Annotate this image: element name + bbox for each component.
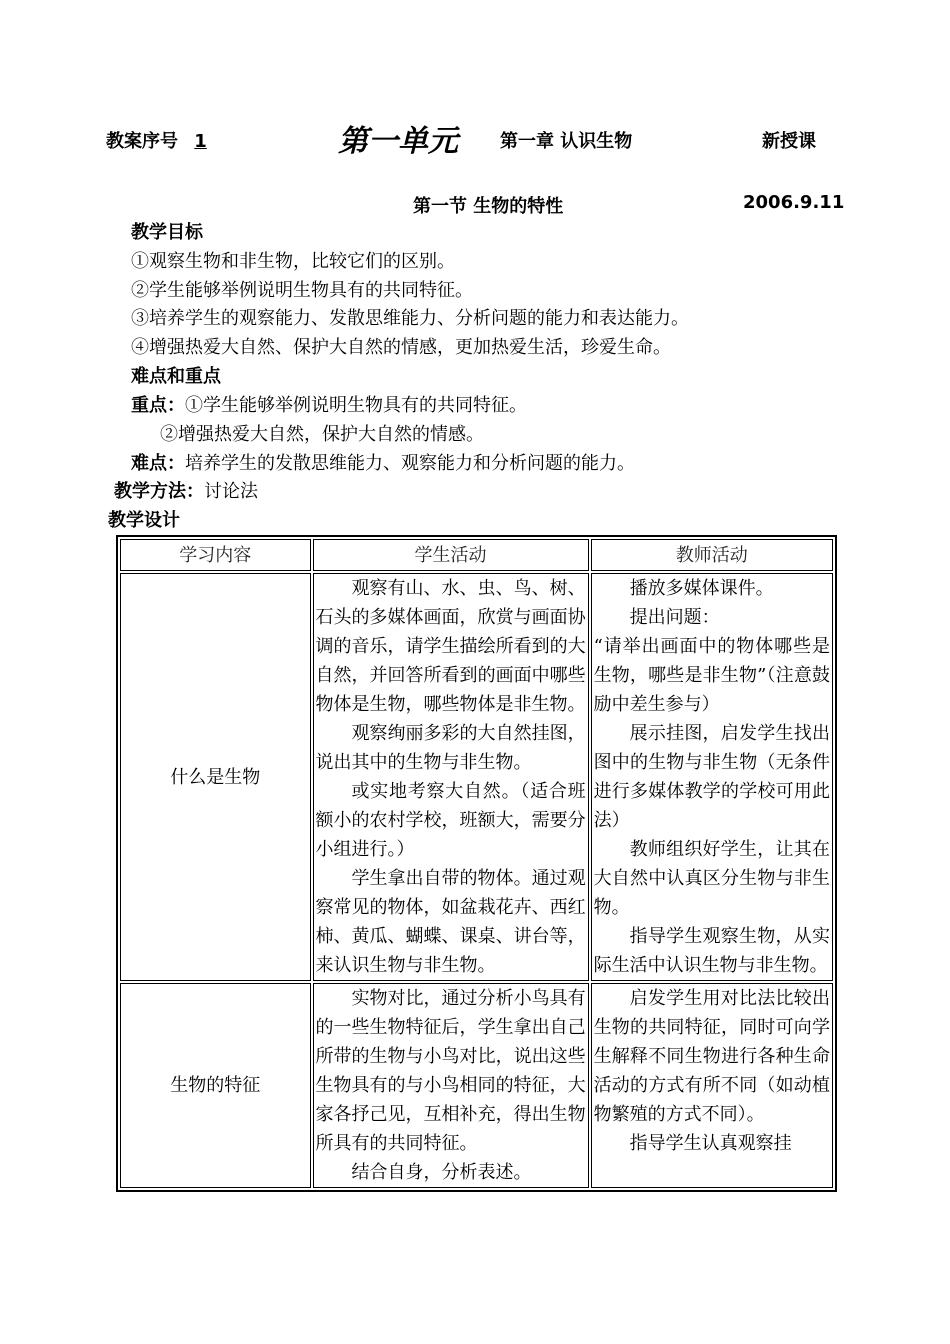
difficult-point-label: 难点： — [131, 453, 185, 474]
objective-item: ②学生能够举例说明生物具有的共同特征。 — [131, 280, 473, 301]
teaching-method — [114, 477, 258, 506]
column-header-student: 学生活动 — [313, 539, 589, 571]
unit-title: 第一单元 — [338, 124, 458, 159]
difficult-point-text: 培养学生的发散思维能力、观察能力和分析问题的能力。 — [185, 453, 635, 474]
teacher-paragraph: 启发学生用对比法比较出生物的共同特征，同时可向学生解释不同生物进行各种生命活动的方式有所不同（如动植物繁殖的方式不同）。 — [593, 988, 830, 1125]
table-row — [120, 983, 833, 1188]
key-point-label: 重点： — [131, 395, 185, 416]
key-point-text: ①学生能够举例说明生物具有的共同特征。 — [185, 395, 527, 416]
teacher-paragraph: 播放多媒体课件。 — [629, 578, 774, 599]
objectives-heading: 教学目标 — [131, 222, 203, 243]
student-paragraph: 实物对比，通过分析小鸟具有的一些生物特征后，学生拿出自己所带的生物与小鸟对比，说出这些生物具有的与小鸟相同的特征，大家各抒己见，互相补充，得出生物所具有的共同特征。 — [315, 988, 586, 1154]
objective-item: ④增强热爱大自然、保护大自然的情感，更加热爱生活，珍爱生命。 — [131, 337, 671, 358]
design-heading: 教学设计 — [108, 510, 180, 531]
table-row — [120, 573, 833, 981]
key-point-second: ②增强热爱大自然，保护大自然的情感。 — [160, 424, 484, 445]
lesson-number-value: 1 — [194, 131, 207, 152]
teaching-method-value: 讨论法 — [204, 481, 258, 502]
difficult-point — [131, 449, 635, 478]
teacher-paragraph: 指导学生认真观察挂 — [629, 1133, 792, 1154]
student-paragraph: 学生拿出自带的物体。通过观察常见的物体，如盆栽花卉、西红柿、黄瓜、蝴蝶、课桌、讲台等，来认识生物与非生物。 — [315, 868, 586, 976]
teacher-paragraph: “请举出画面中的物体哪些是生物，哪些是非生物”（注意鼓励中差生参与） — [593, 636, 830, 715]
lesson-date: 2006.9.11 — [743, 192, 845, 213]
table-header-row — [120, 539, 833, 571]
teacher-paragraph: 教师组织好学生，让其在大自然中认真区分生物与非生物。 — [593, 839, 830, 918]
focus-heading: 难点和重点 — [131, 366, 221, 387]
student-paragraph: 观察有山、水、虫、鸟、树、石头的多媒体画面，欣赏与画面协调的音乐，请学生描绘所看到的大自然，并回答所看到的画面中哪些物体是生物，哪些物体是非生物。 — [315, 578, 586, 715]
section-title: 第一节 生物的特性 — [413, 196, 564, 217]
column-header-content: 学习内容 — [120, 539, 311, 571]
student-activity-cell — [313, 983, 589, 1188]
row-topic: 生物的特征 — [120, 983, 311, 1188]
course-type: 新授课 — [762, 131, 816, 152]
student-paragraph: 观察绚丽多彩的大自然挂图，说出其中的生物与非生物。 — [315, 723, 586, 773]
teacher-paragraph: 提出问题： — [629, 607, 720, 628]
design-table — [116, 535, 837, 1192]
teacher-activity-cell — [591, 983, 833, 1188]
teaching-method-label: 教学方法： — [114, 481, 204, 502]
lesson-number — [106, 127, 207, 153]
lesson-number-label: 教案序号 — [106, 131, 178, 152]
chapter-title: 第一章 认识生物 — [500, 131, 633, 152]
teacher-activity-cell — [591, 573, 833, 981]
student-paragraph: 结合自身，分析表述。 — [351, 1162, 532, 1183]
objective-item: ③培养学生的观察能力、发散思维能力、分析问题的能力和表达能力。 — [131, 308, 689, 329]
objective-item: ①观察生物和非生物，比较它们的区别。 — [131, 251, 455, 272]
teacher-paragraph: 指导学生观察生物，从实际生活中认识生物与非生物。 — [593, 926, 830, 976]
teacher-paragraph: 展示挂图，启发学生找出图中的生物与非生物（无条件进行多媒体教学的学校可用此法） — [593, 723, 830, 831]
student-activity-cell — [313, 573, 589, 981]
row-topic: 什么是生物 — [120, 573, 311, 981]
student-paragraph: 或实地考察大自然。（适合班额小的农村学校，班额大，需要分小组进行。） — [315, 781, 586, 860]
column-header-teacher: 教师活动 — [591, 539, 833, 571]
key-point — [131, 391, 527, 420]
